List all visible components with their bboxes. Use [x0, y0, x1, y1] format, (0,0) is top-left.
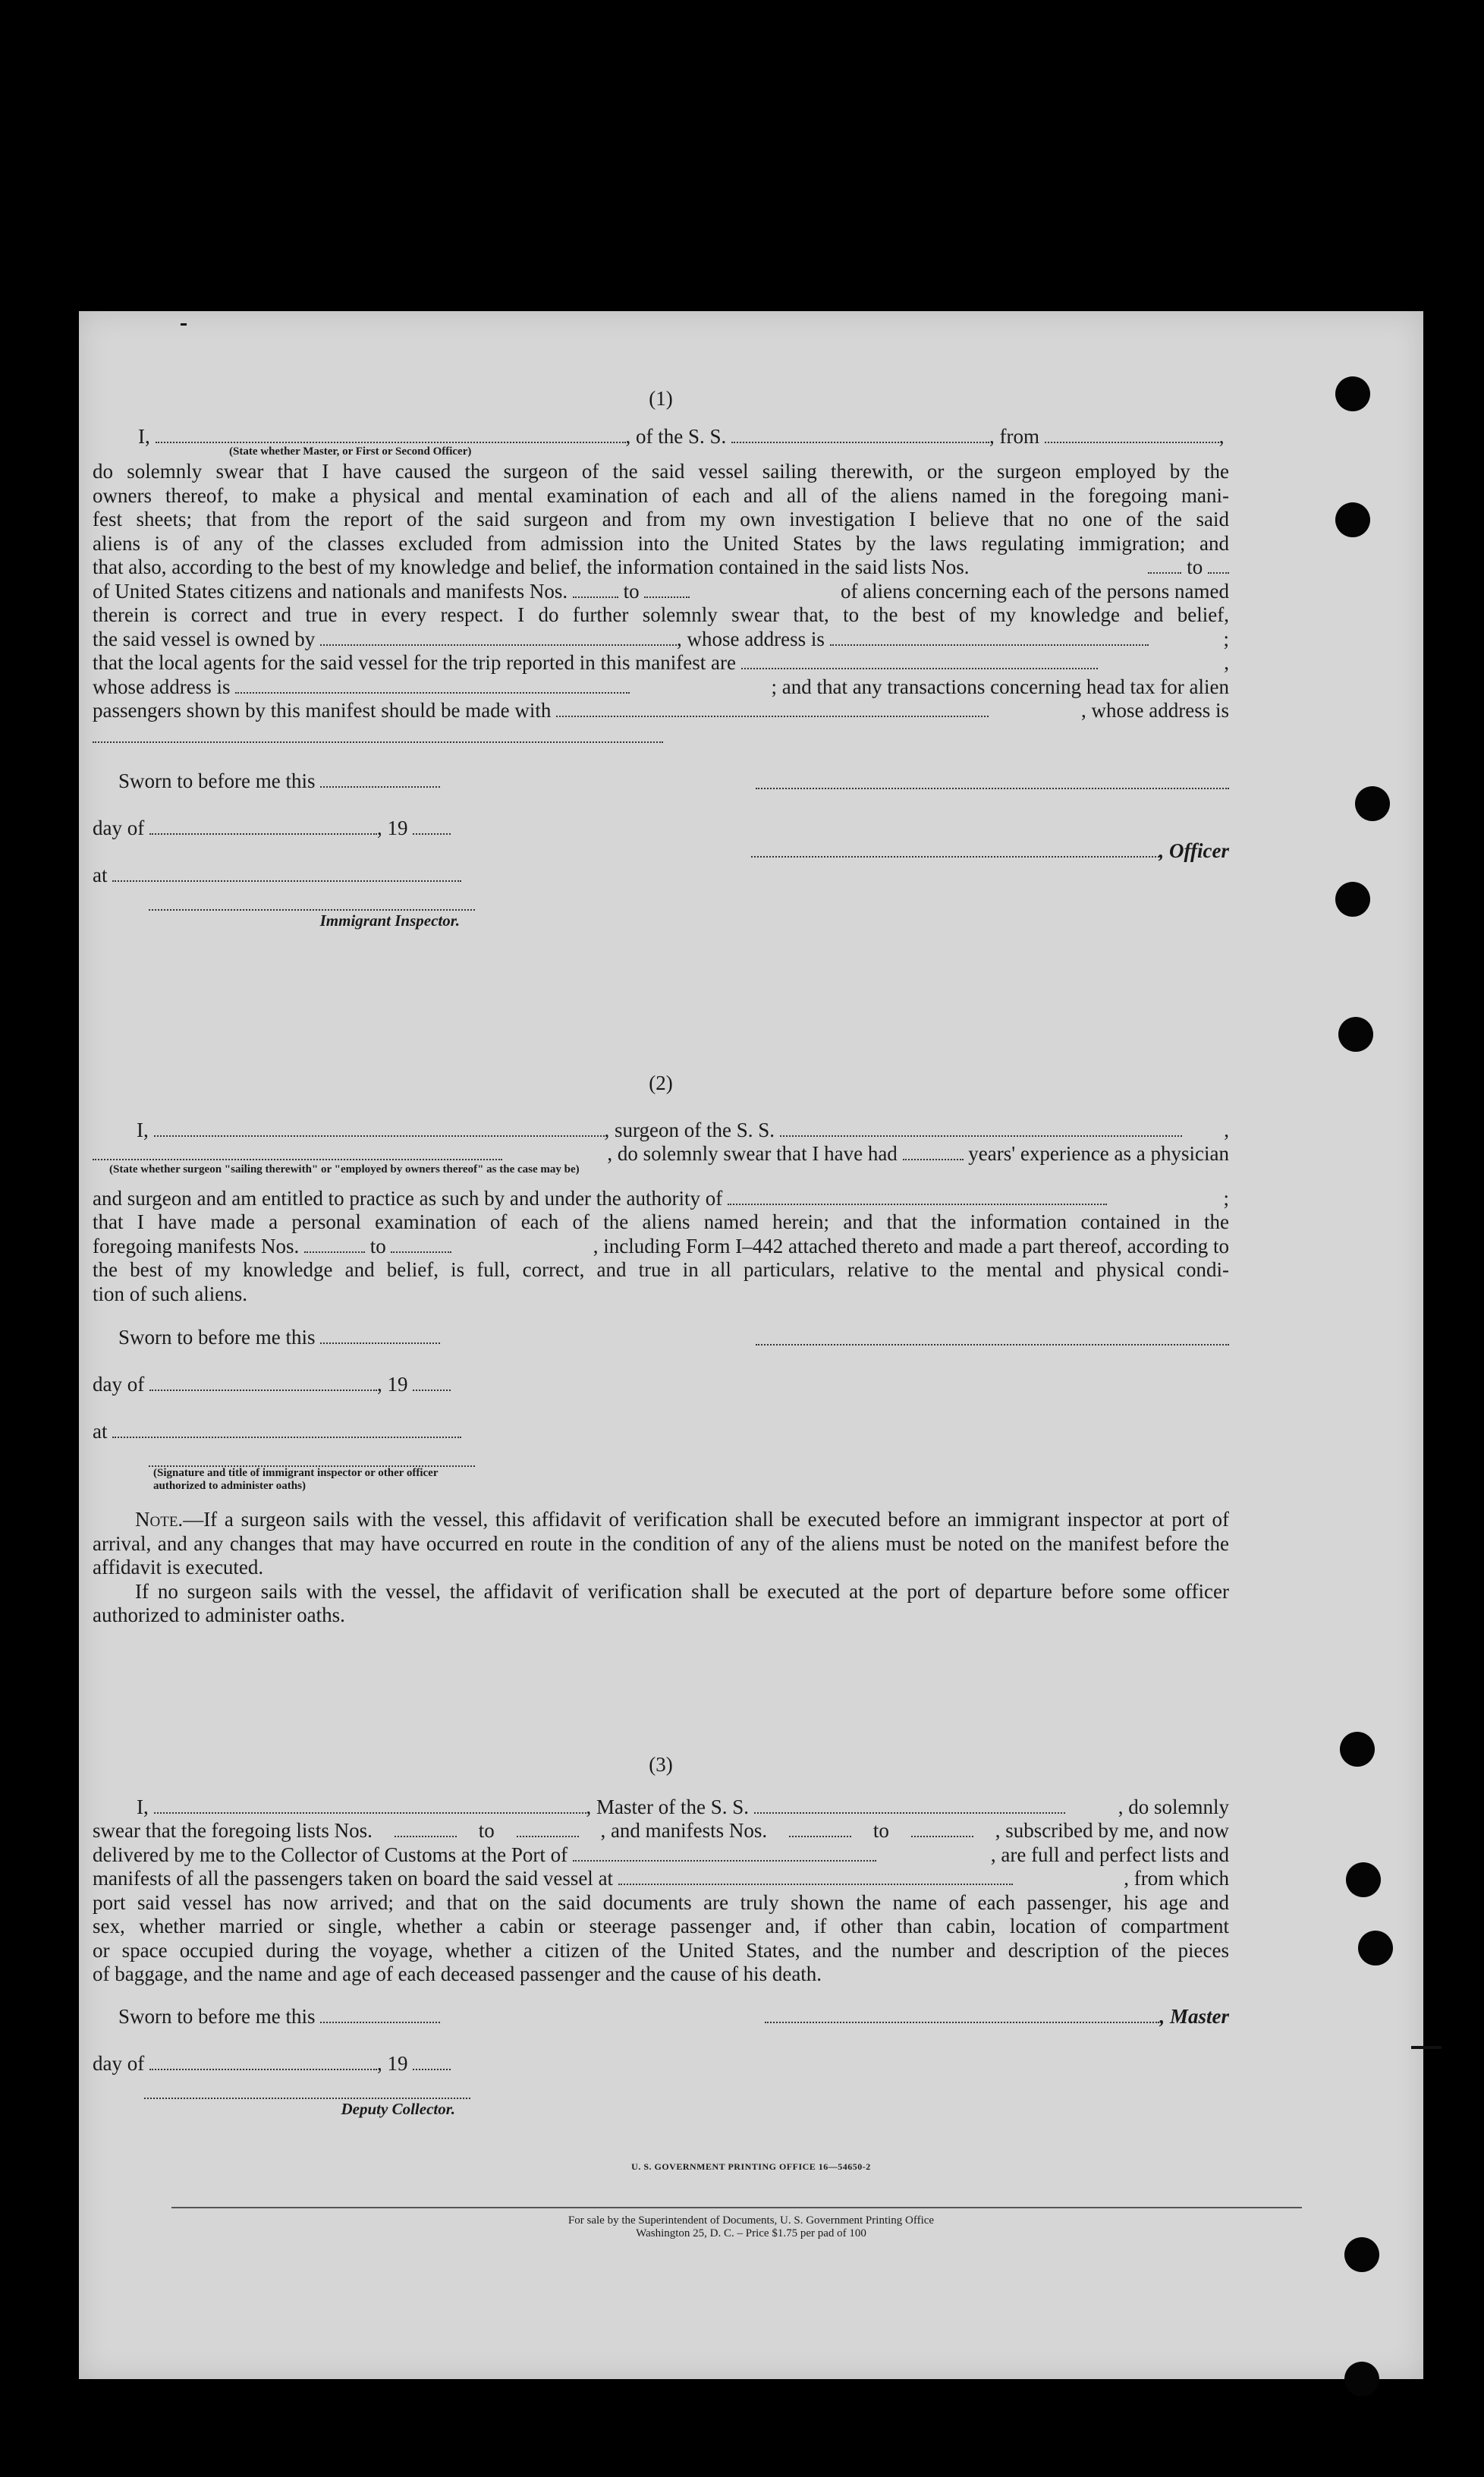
body-line: the best of my knowledge and belief, is full, correct, and true in all particulars, relative to the mental and physical condi-	[93, 1258, 1229, 1281]
punch-hole	[1335, 376, 1370, 411]
deputy-signature: Deputy Collector.	[144, 2096, 470, 2119]
boarding-port-field[interactable]	[618, 1867, 1013, 1885]
surgeon-name-field[interactable]	[154, 1119, 605, 1137]
officer-signature-field[interactable]	[751, 839, 1159, 858]
year-field[interactable]	[413, 1373, 451, 1391]
section-number: (3)	[649, 1753, 673, 1776]
section-1-master-affidavit	[93, 387, 1229, 944]
scan-speck	[181, 323, 187, 326]
authority-field[interactable]	[728, 1187, 1107, 1205]
owner-address-field[interactable]	[830, 628, 1149, 646]
signature-line[interactable]	[756, 771, 1229, 795]
punch-hole	[1358, 1931, 1393, 1966]
agents-address-field[interactable]	[235, 675, 630, 694]
master-line: I, , Master of the S. S. , do solemnly	[137, 1795, 1229, 1818]
master-signature: , Master	[765, 2005, 1229, 2029]
body-line: aliens is of any of the classes excluded from admission into the United States by the laws regulating immigration; and	[93, 531, 1229, 555]
lists-from-field[interactable]	[395, 1819, 457, 1837]
owner-line: the said vessel is owned by , whose address is ;	[93, 627, 1229, 650]
sworn-line: Sworn to before me this	[118, 1326, 440, 1350]
sale-notice: For sale by the Superintendent of Documents, U. S. Government Printing Office Washington 25, D. C. – Price $1.75 per pad of 100	[568, 2214, 935, 2239]
head-tax-line: passengers shown by this manifest should be made with , whose address is	[93, 699, 1229, 722]
citizens-line: of United States citizens and nationals and manifests Nos. to of aliens concerning each of the persons named	[93, 579, 1229, 603]
lists-to-field[interactable]	[1208, 556, 1229, 574]
day-line: day of , 19	[93, 2052, 451, 2076]
footer-rule	[171, 2207, 1302, 2208]
punch-hole	[1338, 1017, 1373, 1052]
officer-name-field[interactable]	[156, 425, 626, 443]
surgeon-line: I, , surgeon of the S. S. ,	[137, 1118, 1229, 1141]
at-line: at	[93, 864, 461, 888]
experience-years-field[interactable]	[903, 1142, 964, 1160]
boarding-line: manifests of all the passengers taken on board the said vessel at , from which	[93, 1867, 1229, 1890]
surgeon-caption: (State whether surgeon "sailing therewith" or "employed by owners thereof" as the case may be)	[109, 1163, 580, 1176]
customs-port-field[interactable]	[573, 1843, 876, 1862]
officer-line: I, , of the S. S. , from ,	[138, 424, 1225, 448]
day-month-field[interactable]	[149, 817, 377, 835]
surgeon-status-field[interactable]	[93, 1142, 502, 1160]
from-port-field[interactable]	[1045, 425, 1219, 443]
master-name-field[interactable]	[154, 1796, 586, 1814]
authority-line: and surgeon and am entitled to practice as such by and under the authority of ;	[93, 1186, 1229, 1210]
master-signature-field[interactable]	[765, 2005, 1159, 2023]
punch-hole	[1346, 1862, 1381, 1897]
surgeon-signature-field[interactable]	[756, 1327, 1229, 1352]
at-place-field[interactable]	[112, 1420, 461, 1438]
body-line: tion of such aliens.	[93, 1282, 247, 1305]
year-field[interactable]	[413, 2052, 451, 2070]
body-line: that I have made a personal examination of each of the aliens named herein; and that the information contained in the	[93, 1210, 1229, 1233]
note-paragraph-2: If no surgeon sails with the vessel, the affidavit of verification shall be executed at the port of departure before some officer authorized to administer oaths.	[93, 1579, 1229, 1626]
punch-hole	[1344, 2362, 1379, 2397]
punch-hole	[1344, 2237, 1379, 2272]
body-line: or space occupied during the voyage, whether a citizen of the United States, and the number and description of the pieces	[93, 1938, 1229, 1962]
body-line: owners thereof, to make a physical and mental examination of each and all of the aliens named in the foregoing mani-	[93, 483, 1229, 507]
manifest-to-field[interactable]	[644, 580, 690, 598]
lists-from-field[interactable]	[1148, 556, 1181, 574]
day-month-field[interactable]	[149, 1373, 377, 1391]
section-3-master-oath	[93, 1753, 1229, 2142]
scan-speck	[1411, 2046, 1442, 2049]
gpo-imprint: U. S. GOVERNMENT PRINTING OFFICE 16—54650-2	[631, 2161, 871, 2172]
port-line: delivered by me to the Collector of Customs at the Port of , are full and perfect lists and	[93, 1843, 1229, 1866]
section-number: (1)	[649, 387, 673, 410]
officer-caption: (State whether Master, or First or Second Officer)	[229, 445, 472, 458]
ship-name-field[interactable]	[731, 425, 989, 443]
lists-line: that also, according to the best of my knowledge and belief, the information contained in the said lists Nos. to	[93, 556, 1229, 580]
agents-address-line: whose address is ; and that any transactions concerning head tax for alien	[93, 675, 1229, 698]
foregoing-line: foregoing manifests Nos. to , including Form I–442 attached thereto and made a part thereof, according to	[93, 1234, 1229, 1257]
at-place-field[interactable]	[112, 864, 461, 882]
sworn-line: Sworn to before me this	[118, 770, 440, 794]
day-month-field[interactable]	[149, 2052, 377, 2070]
manifest-from-field[interactable]	[573, 580, 618, 598]
body-line: sex, whether married or single, whether a cabin or steerage passenger and, if other than cabin, location of compartment	[93, 1915, 1229, 1937]
sworn-date-field[interactable]	[320, 770, 440, 788]
body-line: do solemnly swear that I have caused the surgeon of the said vessel sailing therewith, or the surgeon employed by the	[93, 460, 1229, 483]
foregoing-to-field[interactable]	[391, 1235, 451, 1253]
section-2-surgeon-affidavit	[93, 1072, 1229, 1628]
inspector-signature: Immigrant Inspector.	[149, 908, 475, 930]
surgeon-ship-field[interactable]	[780, 1119, 1182, 1137]
section-number: (2)	[649, 1072, 673, 1094]
punch-hole	[1355, 786, 1390, 821]
at-line: at	[93, 1420, 461, 1444]
lists-line: swear that the foregoing lists Nos. to , and manifests Nos. to , subscribed by me, and now	[93, 1819, 1229, 1842]
agents-line: that the local agents for the said vessel for the trip reported in this manifest are ,	[93, 651, 1229, 674]
body-line: therein is correct and true in every respect. I do further solemnly swear that, to the best of my knowledge and belief,	[93, 603, 1229, 626]
agents-field[interactable]	[741, 651, 1098, 669]
master-ship-field[interactable]	[754, 1796, 1065, 1814]
day-line: day of , 19	[93, 1373, 451, 1397]
body-line: of baggage, and the name and age of each deceased passenger and the cause of his death.	[93, 1962, 822, 1985]
head-tax-address-field[interactable]	[93, 725, 663, 743]
foregoing-from-field[interactable]	[304, 1235, 365, 1253]
body-line: port said vessel has now arrived; and that on the said documents are truly shown the name of each passenger, his age and	[93, 1890, 1229, 1914]
sworn-date-field[interactable]	[320, 1326, 440, 1344]
sworn-line: Sworn to before me this	[118, 2005, 440, 2029]
note-paragraph: Note.—If a surgeon sails with the vessel, this affidavit of verification shall be executed before an immigrant inspector at port of arrival, and any changes that may have occurred en route in the condition of any of the aliens must be noted on the manifest before the affidavit is executed.	[93, 1508, 1229, 1578]
note-block	[93, 1508, 1229, 1628]
body-line: fest sheets; that from the report of the said surgeon and from my own investigation I believe that no one of the said	[93, 508, 1229, 530]
inspector-signature: (Signature and title of immigrant inspector or other officer authorized to administer oaths)	[149, 1464, 475, 1493]
punch-hole	[1335, 882, 1370, 917]
sworn-date-field[interactable]	[320, 2005, 440, 2023]
manifests-to-field[interactable]	[911, 1819, 973, 1837]
head-tax-agent-field[interactable]	[556, 699, 989, 717]
day-line: day of , 19	[93, 817, 451, 841]
experience-line: , do solemnly swear that I have had years' experience as a physician	[93, 1142, 1229, 1166]
year-field[interactable]	[413, 817, 451, 835]
punch-hole	[1340, 1732, 1375, 1767]
owner-field[interactable]	[320, 628, 677, 646]
officer-signature: , Officer	[751, 839, 1229, 864]
manifests-from-field[interactable]	[789, 1819, 851, 1837]
punch-hole	[1335, 502, 1370, 537]
lists-to-field[interactable]	[517, 1819, 579, 1837]
